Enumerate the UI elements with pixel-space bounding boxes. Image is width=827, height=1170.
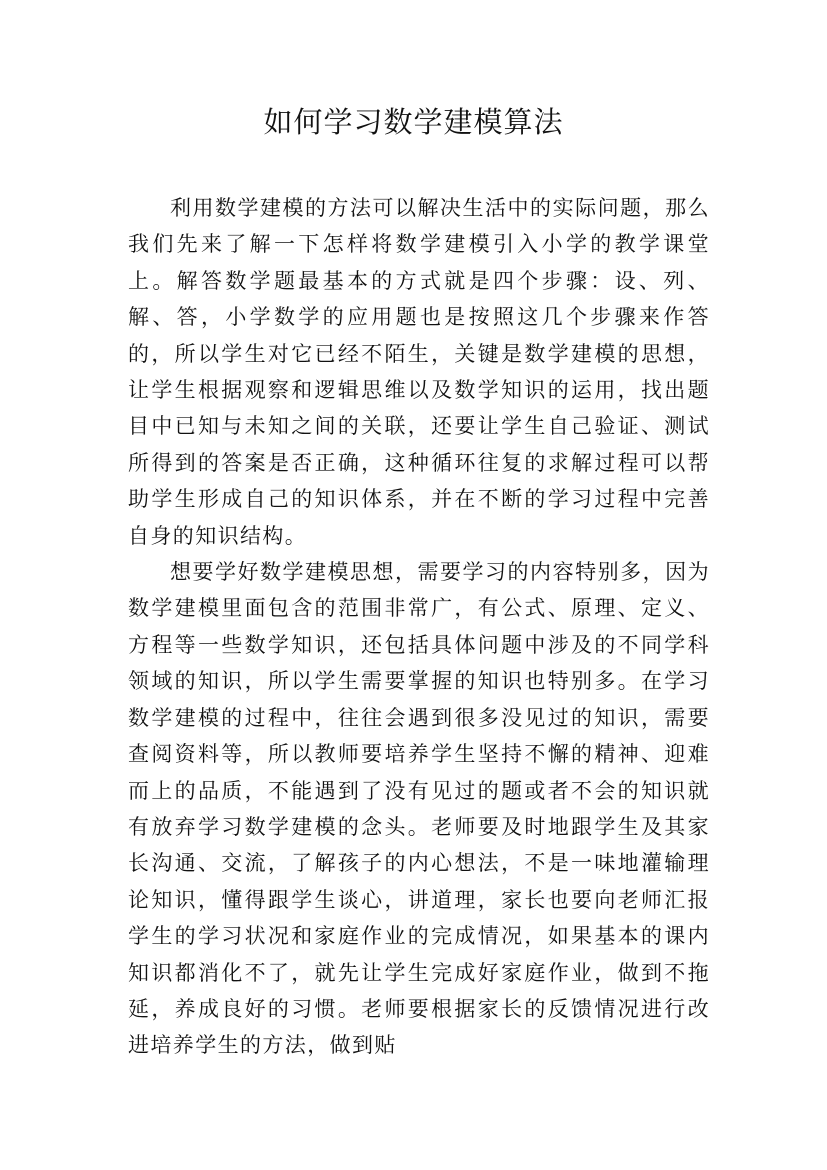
document-body (128, 190, 710, 1064)
document-title: 如何学习数学建模算法 (263, 105, 564, 139)
paragraph-2: 想要学好数学建模思想，需要学习的内容特别多，因为数学建模里面包含的范围非常广，有公式、原理、定义、方程等一些数学知识，还包括具体问题中涉及的不同学科领域的知识，所以学生需要掌握的知识也特别多。在学习数学建模的过程中，往往会遇到很多没见过的知识，需要查阅资料等，所以教师要培养学生坚持不懈的精神、迎难而上的品质，不能遇到了没有见过的题或者不会的知识就有放弃学习数学建模的念头。老师要及时地跟学生及其家长沟通、交流，了解孩子的内心想法，不是一味地灌输理论知识，懂得跟学生谈心，讲道理，家长也要向老师汇报学生的学习状况和家庭作业的完成情况，如果基本的课内知识都消化不了，就先让学生完成好家庭作业，做到不拖延，养成良好的习惯。老师要根据家长的反馈情况进行改进培养学生的方法，做到贴 (128, 560, 710, 1058)
paragraph-1: 利用数学建模的方法可以解决生活中的实际问题，那么我们先来了解一下怎样将数学建模引入小学的教学课堂上。解答数学题最基本的方式就是四个步骤：设、列、解、答，小学数学的应用题也是按照这几个步骤来作答的，所以学生对它已经不陌生，关键是数学建模的思想，让学生根据观察和逻辑思维以及数学知识的运用，找出题目中已知与未知之间的关联，还要让学生自己验证、测试所得到的答案是否正确，这种循环往复的求解过程可以帮助学生形成自己的知识体系，并在不断的学习过程中完善自身的知识结构。 (128, 196, 710, 548)
